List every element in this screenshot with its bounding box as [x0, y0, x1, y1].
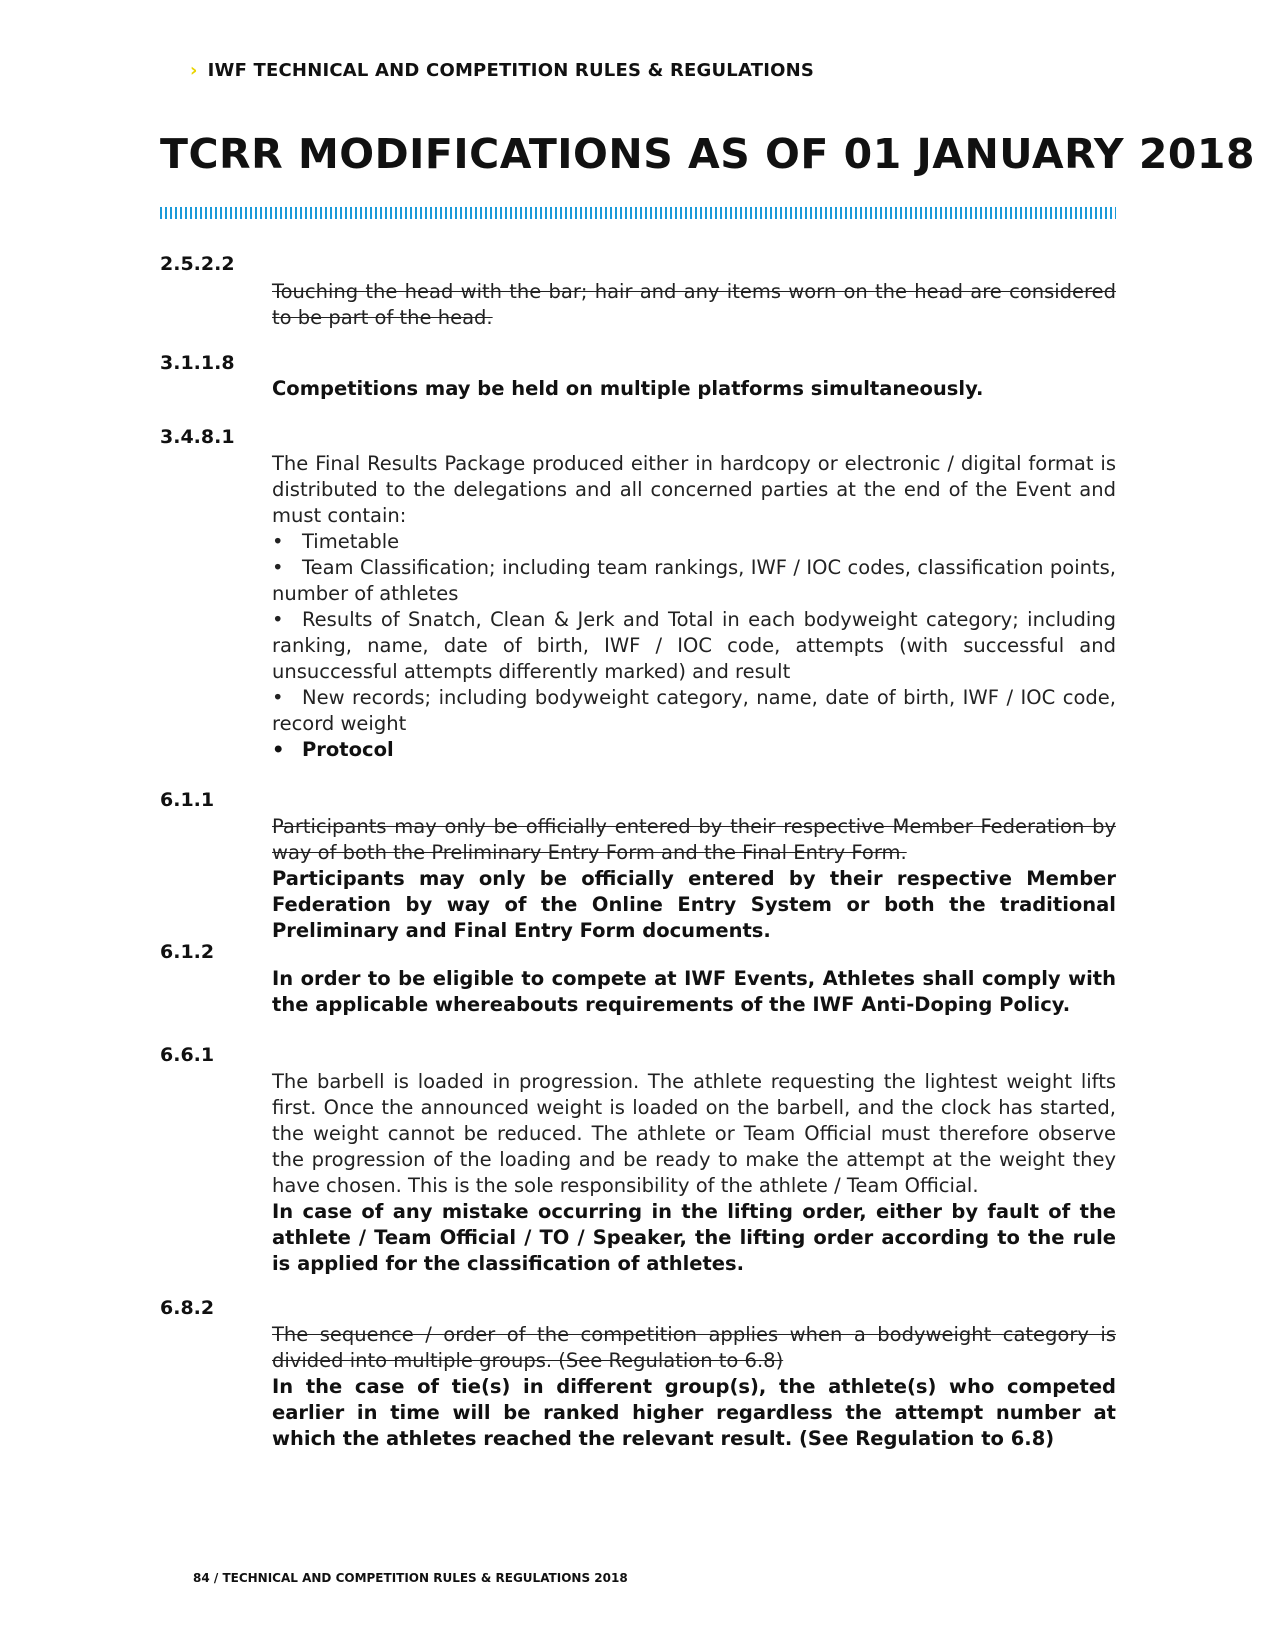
list-item — [272, 607, 1116, 685]
list-item-text: Timetable — [302, 530, 400, 553]
deleted-text: The sequence / order of the competition applies when a bodyweight category is divided into multiple groups. (See Regulation to 6.8) — [272, 1323, 1116, 1372]
bullet-icon: • — [272, 530, 284, 553]
rule-6-6-1-body — [272, 1069, 1116, 1277]
rule-6-1-1-body — [272, 814, 1116, 944]
list-item-text: Team Classification; including team rankings, IWF / IOC codes, classification points, number of athletes — [272, 556, 1116, 605]
rule-3-1-1-8-body — [272, 376, 1116, 402]
rule-number-6-1-1: 6.1.1 — [160, 789, 215, 811]
running-header-text: IWF TECHNICAL AND COMPETITION RULES & REGULATIONS — [207, 60, 815, 81]
list-item-text: Protocol — [302, 738, 394, 761]
rule-6-1-2-body — [272, 966, 1116, 1018]
deleted-text: Participants may only be officially entered by their respective Member Federation by way of both the Preliminary Entry Form and the Final Entry Form. — [272, 815, 1116, 864]
bullet-icon: • — [272, 686, 284, 709]
rule-3-4-8-1-body — [272, 451, 1116, 763]
added-text: In the case of tie(s) in different group(s), the athlete(s) who competed earlier in time will be ranked higher regardless the attempt number at which the athletes reached the relevant result. (See Regulation to 6.8) — [272, 1375, 1116, 1450]
decorative-tick-divider — [160, 207, 1116, 219]
page-title: TCRR MODIFICATIONS AS OF 01 JANUARY 2018 — [160, 130, 1255, 178]
rule-number-3-1-1-8: 3.1.1.8 — [160, 352, 235, 374]
rule-2-5-2-2-body — [272, 279, 1116, 331]
list-item-text: New records; including bodyweight category, name, date of birth, IWF / IOC code, record weight — [272, 686, 1116, 735]
deleted-text: Touching the head with the bar; hair and any items worn on the head are considered to be part of the head. — [272, 280, 1116, 329]
rule-6-8-2-body — [272, 1322, 1116, 1452]
rule-number-6-8-2: 6.8.2 — [160, 1297, 215, 1319]
bullet-icon: • — [272, 738, 285, 761]
bullet-icon: • — [272, 556, 284, 579]
rule-number-2-5-2-2: 2.5.2.2 — [160, 253, 235, 275]
rule-number-3-4-8-1: 3.4.8.1 — [160, 426, 235, 448]
page-footer: 84 / TECHNICAL AND COMPETITION RULES & REGULATIONS 2018 — [193, 1571, 628, 1585]
list-item — [272, 737, 1116, 763]
added-text: In case of any mistake occurring in the lifting order, either by fault of the athlete / Team Official / TO / Speaker, the lifting order according to the rule is applied for the classification of athletes. — [272, 1200, 1116, 1275]
rule-number-6-1-2: 6.1.2 — [160, 941, 215, 963]
paragraph-text: The Final Results Package produced either in hardcopy or electronic / digital format is distributed to the delegations and all concerned parties at the end of the Event and must contain: — [272, 452, 1116, 527]
bullet-icon: • — [272, 608, 284, 631]
chevron-right-icon: › — [190, 60, 198, 81]
added-text: In order to be eligible to compete at IWF Events, Athletes shall comply with the applicable whereabouts requirements of the IWF Anti-Doping Policy. — [272, 967, 1116, 1016]
added-text: Participants may only be officially entered by their respective Member Federation by way of the Online Entry System or both the traditional Preliminary and Final Entry Form documents. — [272, 867, 1116, 942]
rule-number-6-6-1: 6.6.1 — [160, 1044, 215, 1066]
running-header — [190, 60, 814, 81]
paragraph-text: The barbell is loaded in progression. The athlete requesting the lightest weight lifts first. Once the announced weight is loaded on the barbell, and the clock has started, the weight cannot be reduced. The athlete or Team Official must therefore observe the progression of the loading and be ready to make the attempt at the weight they have chosen. This is the sole responsibility of the athlete / Team Official. — [272, 1070, 1116, 1197]
list-item — [272, 555, 1116, 607]
bullet-list — [272, 529, 1116, 763]
added-text: Competitions may be held on multiple platforms simultaneously. — [272, 377, 984, 400]
list-item — [272, 685, 1116, 737]
list-item-text: Results of Snatch, Clean & Jerk and Total in each bodyweight category; including ranking, name, date of birth, IWF / IOC code, attempts (with successful and unsuccessful attempts differently marked) and result — [272, 608, 1116, 683]
list-item — [272, 529, 1116, 555]
